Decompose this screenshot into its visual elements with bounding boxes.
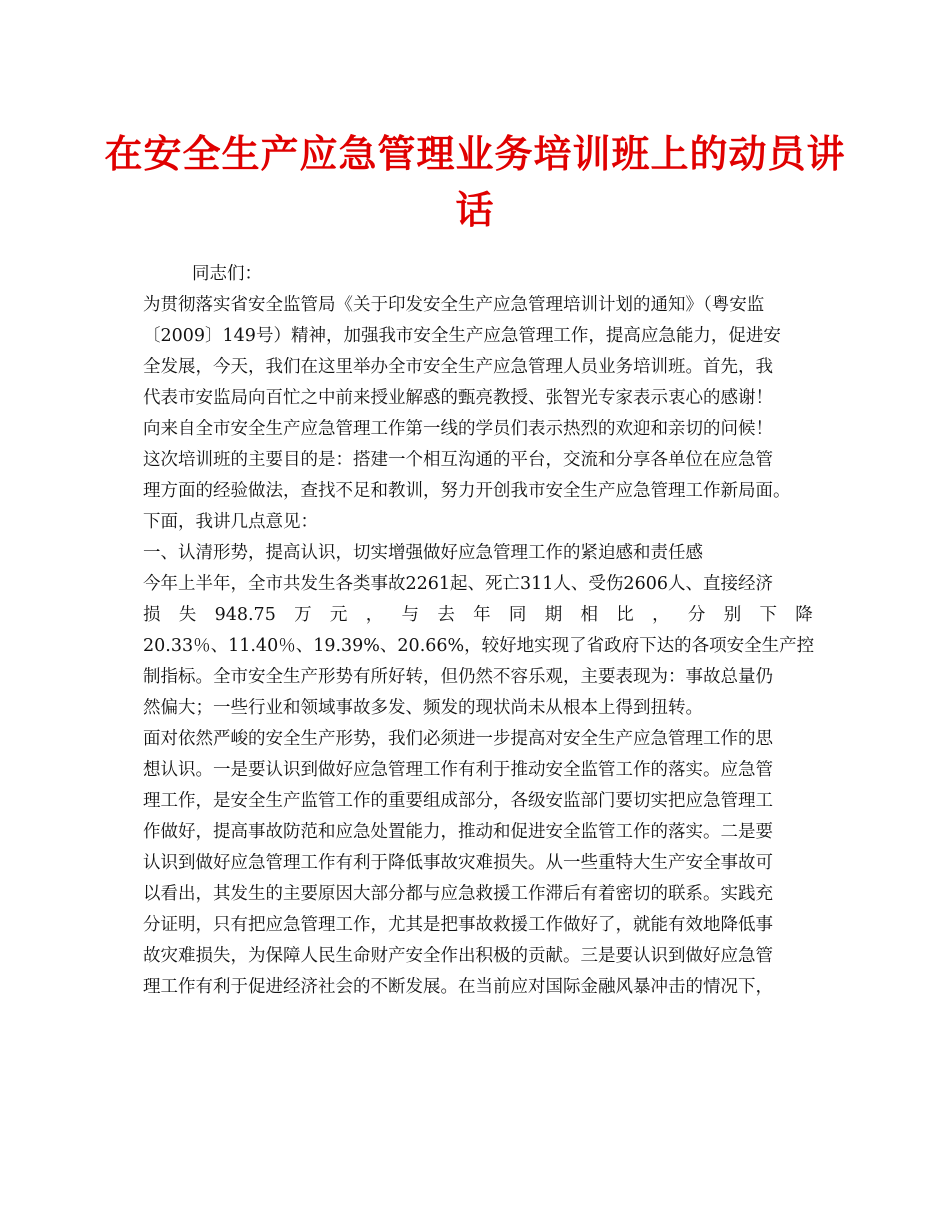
body-line-5: 向来自全市安全生产应急管理工作第一线的学员们表示热烈的欢迎和亲切的问候！ <box>143 419 773 439</box>
body-line-15: 面对依然严峻的安全生产形势，我们必须进一步提高对安全生产应急管理工作的思 <box>143 729 773 749</box>
title-line-1: 在安全生产应急管理业务培训班上的动员讲 <box>104 131 846 176</box>
body-line-13: 制指标。全市安全生产形势有所好转，但仍然不容乐观，主要表现为：事故总量仍 <box>143 667 773 687</box>
body-line-justified <box>143 600 813 631</box>
spaced-char: ， <box>365 605 384 625</box>
spaced-char: 期 <box>544 605 563 625</box>
body-line-2: 〔2009〕149号）精神，加强我市安全生产应急管理工作，提高应急能力，促进安 <box>143 326 781 346</box>
spaced-char: 失 <box>178 605 197 625</box>
body-line-19: 认识到做好应急管理工作有利于降低事故灾难损失。从一些重特大生产安全事故可 <box>143 853 773 873</box>
spaced-char: 比 <box>616 605 634 625</box>
body-line-20: 以看出，其发生的主要原因大部分都与应急救援工作滞后有着密切的联系。实践充 <box>143 884 773 904</box>
spaced-char: 损 <box>143 605 161 625</box>
spaced-char: 别 <box>723 605 742 625</box>
spaced-char: 相 <box>580 605 598 625</box>
document-title <box>100 126 850 238</box>
spaced-char: 948.75 <box>214 605 276 625</box>
body-line-8: 下面，我讲几点意见： <box>143 512 318 532</box>
body-line-16: 想认识。一是要认识到做好应急管理工作有利于推动安全监管工作的落实。应急管 <box>143 760 773 780</box>
spaced-char: 降 <box>795 605 813 625</box>
body-line-17: 理工作，是安全生产监管工作的重要组成部分，各级安监部门要切实把应急管理工 <box>143 791 773 811</box>
spaced-char: 分 <box>687 605 706 625</box>
body-line-4: 代表市安监局向百忙之中前来授业解惑的甄亮教授、张智光专家表示衷心的感谢！ <box>143 388 773 408</box>
body-line-14: 然偏大；一些行业和领域事故多发、频发的现状尚未从根本上得到扭转。 <box>143 698 703 718</box>
body-line-21: 分证明，只有把应急管理工作，尤其是把事故救援工作做好了，就能有效地降低事 <box>143 915 773 935</box>
body-line-1: 为贯彻落实省安全监管局《关于印发安全生产应急管理培训计划的通知》（粤安监 <box>143 295 765 315</box>
body-line-10: 今年上半年，全市共发生各类事故2261起、死亡311人、受伤2606人、直接经济 <box>143 574 773 594</box>
section-heading-1: 一、认清形势，提高认识，切实增强做好应急管理工作的紧迫感和责任感 <box>143 543 703 563</box>
spaced-char: 与 <box>401 605 420 625</box>
body-line-23: 理工作有利于促进经济社会的不断发展。在当前应对国际金融风暴冲击的情况下， <box>143 977 773 997</box>
spaced-char: ， <box>652 605 670 625</box>
spaced-char: 下 <box>759 605 777 625</box>
body-line-12: 20.33％、11.40％、19.39%、20.66%，较好地实现了省政府下达的各项安全生产控 <box>143 636 815 656</box>
greeting: 同志们： <box>192 264 262 284</box>
spaced-char: 元 <box>329 605 348 625</box>
spaced-char: 万 <box>294 605 312 625</box>
title-line-2: 话 <box>455 187 495 232</box>
body-line-3: 全发展，今天，我们在这里举办全市安全生产应急管理人员业务培训班。首先，我 <box>143 357 773 377</box>
spaced-char: 去 <box>437 605 455 625</box>
body-line-6: 这次培训班的主要目的是：搭建一个相互沟通的平台，交流和分享各单位在应急管 <box>143 450 773 470</box>
spaced-char: 同 <box>508 605 527 625</box>
body-line-18: 作做好，提高事故防范和应急处置能力，推动和促进安全监管工作的落实。二是要 <box>143 822 773 842</box>
body-line-7: 理方面的经验做法，查找不足和教训，努力开创我市安全生产应急管理工作新局面。 <box>143 481 791 501</box>
body-line-22: 故灾难损失，为保障人民生命财产安全作出积极的贡献。三是要认识到做好应急管 <box>143 946 773 966</box>
spaced-char: 年 <box>473 605 491 625</box>
